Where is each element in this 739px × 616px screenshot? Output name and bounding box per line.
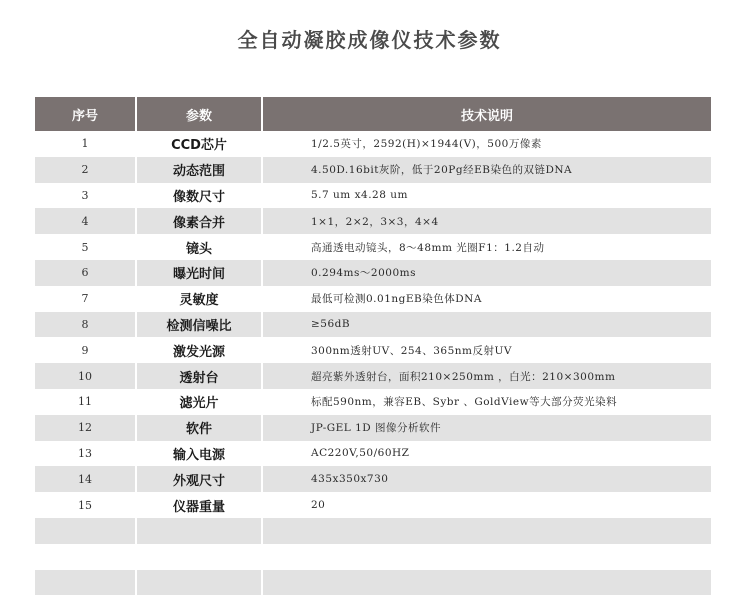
spec-cell: 标配590nm，兼容EB、Sybr 、GoldView等大部分荧光染料 <box>263 389 711 415</box>
table-row-empty <box>35 518 711 544</box>
serial-number-cell: 1 <box>35 131 135 157</box>
serial-number-cell: 2 <box>35 157 135 183</box>
table-row-empty <box>35 544 711 570</box>
parameter-cell <box>137 518 261 544</box>
parameter-cell: 激发光源 <box>137 337 261 363</box>
serial-number-cell <box>35 570 135 596</box>
parameter-cell: 检测信噪比 <box>137 312 261 338</box>
serial-number-cell <box>35 544 135 570</box>
serial-number-cell <box>35 518 135 544</box>
spec-cell: AC220V,50/60HZ <box>263 441 711 467</box>
spec-cell: 1/2.5英寸，2592(H)×1944(V)，500万像素 <box>263 131 711 157</box>
table-row <box>35 415 711 441</box>
table-row <box>35 157 711 183</box>
parameter-cell: 像数尺寸 <box>137 183 261 209</box>
parameter-cell: 动态范围 <box>137 157 261 183</box>
serial-number-cell: 11 <box>35 389 135 415</box>
table-row <box>35 234 711 260</box>
spec-cell: JP-GEL 1D 图像分析软件 <box>263 415 711 441</box>
spec-cell: 1×1，2×2，3×3，4×4 <box>263 208 711 234</box>
spec-cell <box>263 518 711 544</box>
spec-cell: 高通透电动镜头，8～48mm 光圈F1：1.2自动 <box>263 234 711 260</box>
parameter-cell: 软件 <box>137 415 261 441</box>
header-technical-spec: 技术说明 <box>263 97 711 131</box>
table-row <box>35 286 711 312</box>
spec-cell <box>263 570 711 596</box>
parameter-cell: 灵敏度 <box>137 286 261 312</box>
spec-cell: 20 <box>263 492 711 518</box>
table-row <box>35 131 711 157</box>
spec-cell: 4.50D.16bit灰阶，低于20Pg经EB染色的双链DNA <box>263 157 711 183</box>
spec-cell <box>263 544 711 570</box>
spec-cell: 最低可检测0.01ngEB染色体DNA <box>263 286 711 312</box>
parameter-cell: 仪器重量 <box>137 492 261 518</box>
parameter-cell: 外观尺寸 <box>137 466 261 492</box>
parameter-cell: 曝光时间 <box>137 260 261 286</box>
parameter-cell: 透射台 <box>137 363 261 389</box>
spec-cell: 0.294ms～2000ms <box>263 260 711 286</box>
parameter-cell: CCD芯片 <box>137 131 261 157</box>
serial-number-cell: 12 <box>35 415 135 441</box>
table-row <box>35 183 711 209</box>
parameter-cell: 输入电源 <box>137 441 261 467</box>
serial-number-cell: 14 <box>35 466 135 492</box>
table-row <box>35 389 711 415</box>
header-parameter: 参数 <box>137 97 261 131</box>
spec-cell: ≥56dB <box>263 312 711 338</box>
spec-cell: 300nm透射UV、254、365nm反射UV <box>263 337 711 363</box>
spec-cell: 5.7 um x4.28 um <box>263 183 711 209</box>
spec-cell: 435x350x730 <box>263 466 711 492</box>
page-title: 全自动凝胶成像仪技术参数 <box>237 28 502 52</box>
parameter-cell <box>137 544 261 570</box>
serial-number-cell: 3 <box>35 183 135 209</box>
serial-number-cell: 8 <box>35 312 135 338</box>
table-row <box>35 466 711 492</box>
spec-table <box>33 97 713 595</box>
table-row <box>35 363 711 389</box>
serial-number-cell: 6 <box>35 260 135 286</box>
serial-number-cell: 5 <box>35 234 135 260</box>
serial-number-cell: 4 <box>35 208 135 234</box>
header-serial-number: 序号 <box>35 97 135 131</box>
serial-number-cell: 13 <box>35 441 135 467</box>
table-row <box>35 312 711 338</box>
serial-number-cell: 10 <box>35 363 135 389</box>
table-row-empty <box>35 570 711 596</box>
serial-number-cell: 9 <box>35 337 135 363</box>
parameter-cell: 镜头 <box>137 234 261 260</box>
table-row <box>35 260 711 286</box>
serial-number-cell: 7 <box>35 286 135 312</box>
table-row <box>35 208 711 234</box>
table-header-row <box>35 97 711 131</box>
parameter-cell <box>137 570 261 596</box>
table-row <box>35 337 711 363</box>
table-row <box>35 441 711 467</box>
parameter-cell: 像素合并 <box>137 208 261 234</box>
table-row <box>35 492 711 518</box>
spec-cell: 超亮紫外透射台，面积210×250mm ，白光：210×300mm <box>263 363 711 389</box>
parameter-cell: 滤光片 <box>137 389 261 415</box>
serial-number-cell: 15 <box>35 492 135 518</box>
